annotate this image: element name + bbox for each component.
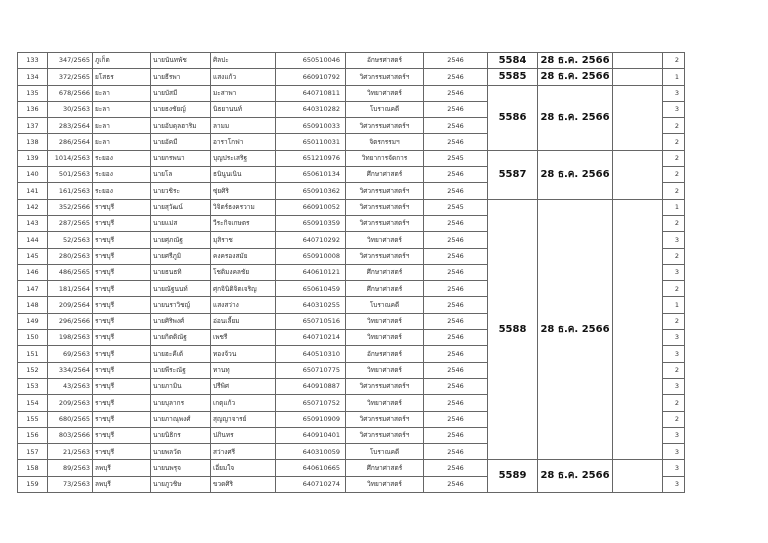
student-id: 640610665 — [276, 460, 346, 476]
province: ราชบุรี — [93, 395, 151, 411]
row-number: 139 — [18, 150, 48, 166]
copy-count: 2 — [663, 395, 685, 411]
surname: วีระกิจเกษตร — [211, 215, 276, 231]
book-number: 5588 — [488, 199, 538, 460]
table-row — [18, 69, 747, 85]
copy-count: 2 — [663, 150, 685, 166]
surname: อาราโกฟา — [211, 134, 276, 150]
student-id: 650110031 — [276, 134, 346, 150]
case-code: 287/2565 — [48, 215, 93, 231]
case-code: 181/2564 — [48, 281, 93, 297]
case-code: 30/2563 — [48, 101, 93, 117]
year: 2546 — [424, 476, 488, 492]
book-number: 5584 — [488, 53, 538, 69]
first-name: นายณัฐนนท์ — [151, 281, 211, 297]
row-number: 146 — [18, 264, 48, 280]
faculty: วิศวกรรมศาสตร์ฯ — [346, 215, 424, 231]
surname: สุญญาจารย์ — [211, 411, 276, 427]
first-name: นายภาณุพงศ์ — [151, 411, 211, 427]
copy-count: 2 — [663, 167, 685, 183]
first-name: นายฮะคีเต้ — [151, 346, 211, 362]
faculty: วิศวกรรมศาสตร์ฯ — [346, 183, 424, 199]
faculty: อักษรศาสตร์ — [346, 346, 424, 362]
case-code: 286/2564 — [48, 134, 93, 150]
province: ราชบุรี — [93, 248, 151, 264]
first-name: นายพลวัต — [151, 444, 211, 460]
faculty: โบราณคดี — [346, 444, 424, 460]
book-number: 5586 — [488, 85, 538, 150]
surname: มะสาพา — [211, 85, 276, 101]
row-number: 134 — [18, 69, 48, 85]
student-id: 640910401 — [276, 427, 346, 443]
case-code: 69/2563 — [48, 346, 93, 362]
faculty: วิศวกรรมศาสตร์ฯ — [346, 411, 424, 427]
year: 2546 — [424, 134, 488, 150]
first-name: นายธงชัยญ์ — [151, 101, 211, 117]
year: 2546 — [424, 378, 488, 394]
year: 2546 — [424, 167, 488, 183]
book-number: 5585 — [488, 69, 538, 85]
faculty: วิศวกรรมศาสตร์ฯ — [346, 248, 424, 264]
case-code: 334/2564 — [48, 362, 93, 378]
year: 2545 — [424, 150, 488, 166]
student-id: 660910052 — [276, 199, 346, 215]
row-number: 159 — [18, 476, 48, 492]
year: 2546 — [424, 346, 488, 362]
province: ราชบุรี — [93, 264, 151, 280]
blank-cell — [613, 150, 663, 199]
copy-count: 3 — [663, 232, 685, 248]
year: 2546 — [424, 330, 488, 346]
copy-count: 3 — [663, 476, 685, 492]
province: ลพบุรี — [93, 476, 151, 492]
copy-count: 1 — [663, 69, 685, 85]
issue-date: 28 ธ.ค. 2566 — [538, 69, 613, 85]
faculty: วิศวกรรมศาสตร์ฯ — [346, 427, 424, 443]
year: 2546 — [424, 183, 488, 199]
year: 2546 — [424, 69, 488, 85]
row-number: 138 — [18, 134, 48, 150]
copy-count: 3 — [663, 346, 685, 362]
province: ยะลา — [93, 118, 151, 134]
surname: นิธยานนท์ — [211, 101, 276, 117]
case-code: 209/2564 — [48, 297, 93, 313]
province: ราชบุรี — [93, 297, 151, 313]
province: ราชบุรี — [93, 362, 151, 378]
case-code: 283/2564 — [48, 118, 93, 134]
surname: ซุ่ยศิริ — [211, 183, 276, 199]
issue-date: 28 ธ.ค. 2566 — [538, 460, 613, 493]
faculty: วิทยาศาสตร์ — [346, 313, 424, 329]
province: ราชบุรี — [93, 330, 151, 346]
case-code: 1014/2563 — [48, 150, 93, 166]
year: 2546 — [424, 85, 488, 101]
first-name: นายภูวชิษ — [151, 476, 211, 492]
copy-count: 2 — [663, 53, 685, 69]
row-number: 141 — [18, 183, 48, 199]
surname: เอี่ยมใจ — [211, 460, 276, 476]
student-id: 650910008 — [276, 248, 346, 264]
faculty: จิตรกรรมฯ — [346, 134, 424, 150]
case-code: 209/2563 — [48, 395, 93, 411]
surname: แสงสว่าง — [211, 297, 276, 313]
blank-cell — [613, 460, 663, 493]
first-name: นายนพรุจ — [151, 460, 211, 476]
row-number: 143 — [18, 215, 48, 231]
surname: เพชรี — [211, 330, 276, 346]
year: 2545 — [424, 199, 488, 215]
first-name: นายศิริพงศ์ — [151, 313, 211, 329]
first-name: นายบุลากร — [151, 395, 211, 411]
year: 2546 — [424, 248, 488, 264]
year: 2546 — [424, 395, 488, 411]
case-code: 352/2566 — [48, 199, 93, 215]
year: 2546 — [424, 427, 488, 443]
faculty: วิศวกรรมศาสตร์ฯ — [346, 199, 424, 215]
student-id: 651210976 — [276, 150, 346, 166]
year: 2546 — [424, 264, 488, 280]
province: ระยอง — [93, 167, 151, 183]
issue-date: 28 ธ.ค. 2566 — [538, 53, 613, 69]
table-row — [18, 150, 747, 166]
table-row — [18, 199, 747, 215]
surname: ทองจ้วน — [211, 346, 276, 362]
student-id: 640310282 — [276, 101, 346, 117]
row-number: 137 — [18, 118, 48, 134]
province: ราชบุรี — [93, 444, 151, 460]
row-number: 147 — [18, 281, 48, 297]
student-id: 650910033 — [276, 118, 346, 134]
case-code: 89/2563 — [48, 460, 93, 476]
surname: ศุกจินิติจิตเจริญ — [211, 281, 276, 297]
year: 2546 — [424, 118, 488, 134]
student-id: 650910359 — [276, 215, 346, 231]
case-code: 43/2563 — [48, 378, 93, 394]
row-number: 133 — [18, 53, 48, 69]
faculty: วิทยาศาสตร์ — [346, 232, 424, 248]
year: 2546 — [424, 362, 488, 378]
first-name: นายธีรพา — [151, 69, 211, 85]
copy-count: 3 — [663, 444, 685, 460]
student-id: 640910887 — [276, 378, 346, 394]
year: 2546 — [424, 411, 488, 427]
copy-count: 3 — [663, 330, 685, 346]
first-name: นายธนธทิ — [151, 264, 211, 280]
first-name: นายกิตติณัฐ — [151, 330, 211, 346]
student-id: 650710516 — [276, 313, 346, 329]
province: ยโสธร — [93, 69, 151, 85]
row-number: 136 — [18, 101, 48, 117]
faculty: อักษรศาสตร์ — [346, 53, 424, 69]
table-row — [18, 53, 747, 69]
case-code: 21/2563 — [48, 444, 93, 460]
faculty: วิศวกรรมศาสตร์ฯ — [346, 378, 424, 394]
row-number: 157 — [18, 444, 48, 460]
copy-count: 2 — [663, 313, 685, 329]
case-code: 73/2563 — [48, 476, 93, 492]
surname: อ่อนเลี้ยม — [211, 313, 276, 329]
first-name: นายอัคมี — [151, 134, 211, 150]
faculty: วิทยาศาสตร์ — [346, 395, 424, 411]
surname: ขวดศิริ — [211, 476, 276, 492]
surname: แสงแก้ว — [211, 69, 276, 85]
province: ราชบุรี — [93, 427, 151, 443]
student-id: 660910792 — [276, 69, 346, 85]
case-code: 161/2563 — [48, 183, 93, 199]
copy-count: 3 — [663, 264, 685, 280]
province: ลพบุรี — [93, 460, 151, 476]
issue-date: 28 ธ.ค. 2566 — [538, 199, 613, 460]
copy-count: 2 — [663, 134, 685, 150]
student-id: 650710752 — [276, 395, 346, 411]
year: 2546 — [424, 215, 488, 231]
case-code: 680/2565 — [48, 411, 93, 427]
first-name: นายอับดุลฮาริม — [151, 118, 211, 134]
year: 2546 — [424, 313, 488, 329]
faculty: ศึกษาศาสตร์ — [346, 264, 424, 280]
copy-count: 2 — [663, 281, 685, 297]
year: 2546 — [424, 53, 488, 69]
row-number: 145 — [18, 248, 48, 264]
case-code: 198/2563 — [48, 330, 93, 346]
surname: คงครองสมัย — [211, 248, 276, 264]
blank-cell — [613, 69, 663, 85]
first-name: นายนันทพัช — [151, 53, 211, 69]
faculty: โบราณคดี — [346, 101, 424, 117]
first-name: นายศุภณัฐ — [151, 232, 211, 248]
row-number: 150 — [18, 330, 48, 346]
case-code: 296/2566 — [48, 313, 93, 329]
student-id: 640610121 — [276, 264, 346, 280]
table-row — [18, 460, 747, 476]
student-id: 650710775 — [276, 362, 346, 378]
year: 2546 — [424, 297, 488, 313]
row-number: 158 — [18, 460, 48, 476]
student-id: 640710811 — [276, 85, 346, 101]
row-number: 153 — [18, 378, 48, 394]
row-number: 142 — [18, 199, 48, 215]
province: ระยอง — [93, 150, 151, 166]
surname: สว่างศรี — [211, 444, 276, 460]
row-number: 154 — [18, 395, 48, 411]
table-row — [18, 85, 747, 101]
row-number: 140 — [18, 167, 48, 183]
blank-cell — [613, 199, 663, 460]
province: ราชบุรี — [93, 411, 151, 427]
student-id: 650910909 — [276, 411, 346, 427]
case-code: 52/2563 — [48, 232, 93, 248]
province: ราชบุรี — [93, 199, 151, 215]
student-id: 650610459 — [276, 281, 346, 297]
faculty: วิทยาศาสตร์ — [346, 362, 424, 378]
year: 2546 — [424, 232, 488, 248]
student-id: 640710274 — [276, 476, 346, 492]
case-code: 280/2563 — [48, 248, 93, 264]
first-name: นายแม่ส — [151, 215, 211, 231]
copy-count: 1 — [663, 297, 685, 313]
copy-count: 2 — [663, 411, 685, 427]
blank-cell — [613, 85, 663, 150]
province: ยะลา — [93, 85, 151, 101]
student-table — [17, 52, 747, 493]
first-name: นายวชิระ — [151, 183, 211, 199]
copy-count: 2 — [663, 183, 685, 199]
student-id: 650910362 — [276, 183, 346, 199]
row-number: 156 — [18, 427, 48, 443]
case-code: 678/2566 — [48, 85, 93, 101]
book-number: 5589 — [488, 460, 538, 493]
blank-cell — [613, 53, 663, 69]
copy-count: 1 — [663, 199, 685, 215]
surname: ปรีพิศ — [211, 378, 276, 394]
surname: บุญประเสริฐ — [211, 150, 276, 166]
first-name: นายภามิน — [151, 378, 211, 394]
province: ราชบุรี — [93, 346, 151, 362]
student-id: 650610134 — [276, 167, 346, 183]
first-name: นายนราวิชญ์ — [151, 297, 211, 313]
province: ราชบุรี — [93, 215, 151, 231]
student-id: 640310059 — [276, 444, 346, 460]
faculty: วิศวกรรมศาสตร์ฯ — [346, 118, 424, 134]
province: ยะลา — [93, 134, 151, 150]
first-name: นายศรีภูมิ — [151, 248, 211, 264]
first-name: นายสุวัฒน์ — [151, 199, 211, 215]
province: ราชบุรี — [93, 281, 151, 297]
row-number: 152 — [18, 362, 48, 378]
student-id: 640710292 — [276, 232, 346, 248]
copy-count: 2 — [663, 118, 685, 134]
surname: ลามม — [211, 118, 276, 134]
surname: ปภินทร — [211, 427, 276, 443]
faculty: วิทยาศาสตร์ — [346, 330, 424, 346]
surname: โชติมงคลชัย — [211, 264, 276, 280]
row-number: 144 — [18, 232, 48, 248]
province: ยะลา — [93, 101, 151, 117]
first-name: นายนิธิกร — [151, 427, 211, 443]
issue-date: 28 ธ.ค. 2566 — [538, 85, 613, 150]
student-id: 640510310 — [276, 346, 346, 362]
faculty: ศึกษาศาสตร์ — [346, 460, 424, 476]
case-code: 803/2566 — [48, 427, 93, 443]
faculty: ศึกษาศาสตร์ — [346, 167, 424, 183]
row-number: 155 — [18, 411, 48, 427]
issue-date: 28 ธ.ค. 2566 — [538, 150, 613, 199]
row-number: 148 — [18, 297, 48, 313]
copy-count: 3 — [663, 460, 685, 476]
year: 2546 — [424, 444, 488, 460]
faculty: ศึกษาศาสตร์ — [346, 281, 424, 297]
row-number: 149 — [18, 313, 48, 329]
copy-count: 2 — [663, 362, 685, 378]
province: ราชบุรี — [93, 232, 151, 248]
copy-count: 2 — [663, 215, 685, 231]
student-id: 650510046 — [276, 53, 346, 69]
first-name: นายกรพนา — [151, 150, 211, 166]
first-name: นายโล — [151, 167, 211, 183]
copy-count: 3 — [663, 378, 685, 394]
row-number: 151 — [18, 346, 48, 362]
row-number: 135 — [18, 85, 48, 101]
faculty: วิทยาศาสตร์ — [346, 476, 424, 492]
year: 2546 — [424, 460, 488, 476]
case-code: 501/2563 — [48, 167, 93, 183]
surname: ศิลปะ — [211, 53, 276, 69]
surname: ทานทุ — [211, 362, 276, 378]
book-number: 5587 — [488, 150, 538, 199]
faculty: วิศวกรรมศาสตร์ฯ — [346, 69, 424, 85]
surname: เกตุแก้ว — [211, 395, 276, 411]
student-id: 640310255 — [276, 297, 346, 313]
copy-count: 3 — [663, 85, 685, 101]
surname: ธนินูนเนิน — [211, 167, 276, 183]
faculty: วิทยาการจัดการ — [346, 150, 424, 166]
student-id: 640710214 — [276, 330, 346, 346]
case-code: 347/2565 — [48, 53, 93, 69]
surname: มุสิราช — [211, 232, 276, 248]
year: 2546 — [424, 101, 488, 117]
faculty: โบราณคดี — [346, 297, 424, 313]
province: ภูเก็ต — [93, 53, 151, 69]
case-code: 486/2565 — [48, 264, 93, 280]
province: ระยอง — [93, 183, 151, 199]
first-name: นายบัสมี — [151, 85, 211, 101]
copy-count: 2 — [663, 248, 685, 264]
province: ราชบุรี — [93, 378, 151, 394]
year: 2546 — [424, 281, 488, 297]
faculty: วิทยาศาสตร์ — [346, 85, 424, 101]
copy-count: 3 — [663, 101, 685, 117]
province: ราชบุรี — [93, 313, 151, 329]
first-name: นายพีระณัฐ — [151, 362, 211, 378]
surname: วิจิตร์ธงครวาม — [211, 199, 276, 215]
copy-count: 3 — [663, 427, 685, 443]
case-code: 372/2565 — [48, 69, 93, 85]
